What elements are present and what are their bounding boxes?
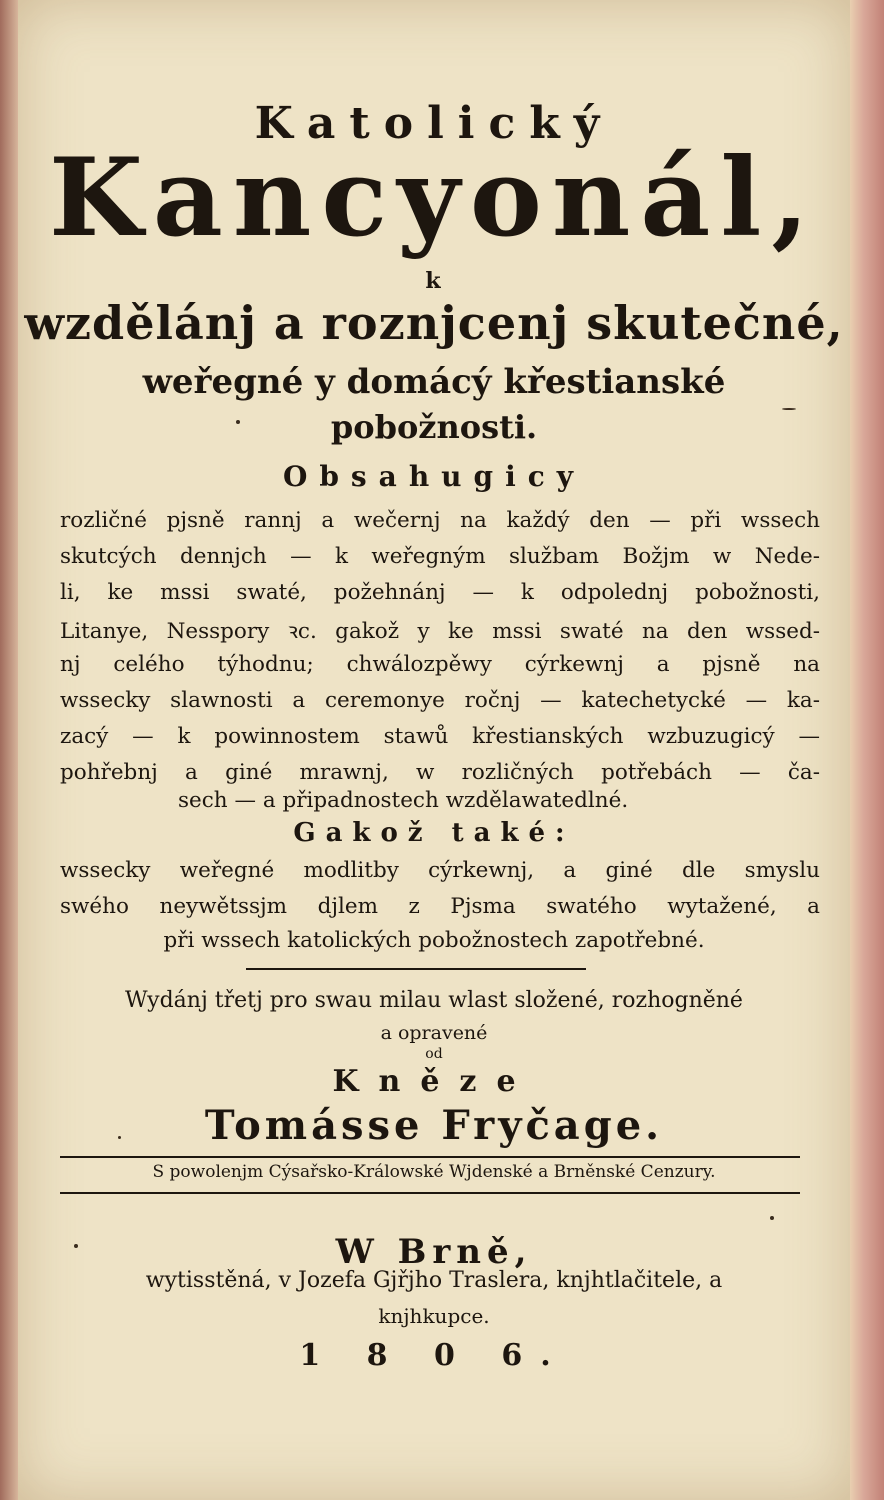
contents-line: sech — a připadnostech wzdělawatedlné.: [178, 788, 629, 813]
heading-gakoz-take: Gakož také:: [293, 818, 575, 848]
printer-line-1: wytisstěná, v Jozefa Gjřjho Traslera, knjhtlačitele, a: [145, 1268, 723, 1293]
year-line: 1 8 0 6.: [299, 1338, 569, 1373]
author-kneze: Kněze: [332, 1064, 536, 1099]
title-kancyonal: Kancyonál,: [48, 135, 820, 261]
ink-speck: [782, 408, 796, 410]
censorship-rule-bottom: [60, 1192, 800, 1194]
author-name: Tomásse Fryčage.: [204, 1102, 664, 1149]
edition-line-2: a opravené: [380, 1022, 488, 1044]
subtitle-line-2: weřegné y domácý křestianské: [142, 362, 726, 402]
contents-line: li, ke mssi swaté, požehnánj — k odpolednj pobožnosti,: [60, 580, 820, 605]
also-line: wssecky weřegné modlitby cýrkewnj, a giné dle smyslu: [60, 858, 820, 883]
contents-line: nj celého týhodnu; chwálozpěwy cýrkewnj a pjsně na: [60, 652, 820, 677]
contents-line: Litanye, Nesspory ꝛc. gakož y ke mssi swaté na den wssed-: [60, 619, 820, 644]
ink-speck: [118, 1136, 121, 1139]
title-k: k: [425, 268, 441, 294]
book-binding-edge: [0, 0, 18, 1500]
also-line: při wssech katolických pobožnostech zapotřebné.: [163, 928, 705, 953]
title-page: [18, 0, 850, 1500]
page-edge: [850, 0, 884, 1500]
ink-speck: [236, 420, 240, 424]
subtitle-line-1: wzdělánj a roznjcenj skutečné,: [24, 296, 844, 350]
censorship-rule-top: [60, 1156, 800, 1158]
edition-line-1: Wydánj třetj pro swau milau wlast složené, rozhogněné: [125, 988, 743, 1013]
censorship-line: S powolenjm Cýsařsko-Králowské Wjdenské a Brněnské Cenzury.: [152, 1162, 716, 1182]
ink-speck: [770, 1216, 774, 1220]
subtitle-line-3: pobožnosti.: [330, 408, 538, 446]
contents-line: zacý — k powinnostem stawů křestianských wzbuzugicý —: [60, 724, 820, 749]
divider-rule: [246, 968, 586, 970]
also-line: swého neywětssjm djlem z Pjsma swatého wytažené, a: [60, 894, 820, 919]
city-line: W Brně,: [335, 1232, 533, 1272]
contents-line: skutcých dennjch — k weřegným službam Božjm w Nede-: [60, 544, 820, 569]
contents-line: pohřebnj a giné mrawnj, w rozličných potřebách — ča-: [60, 760, 820, 785]
printer-line-2: knjhkupce.: [378, 1304, 490, 1328]
heading-obsahugicy: Obsahugicy: [282, 460, 586, 493]
contents-line: rozličné pjsně rannj a wečernj na každý den — při wssech: [60, 508, 820, 533]
title-katolicky: Katolický: [254, 98, 614, 149]
edition-od: od: [425, 1046, 443, 1062]
contents-line: wssecky slawnosti a ceremonye ročnj — katechetycké — ka-: [60, 688, 820, 713]
ink-speck: [74, 1244, 78, 1248]
